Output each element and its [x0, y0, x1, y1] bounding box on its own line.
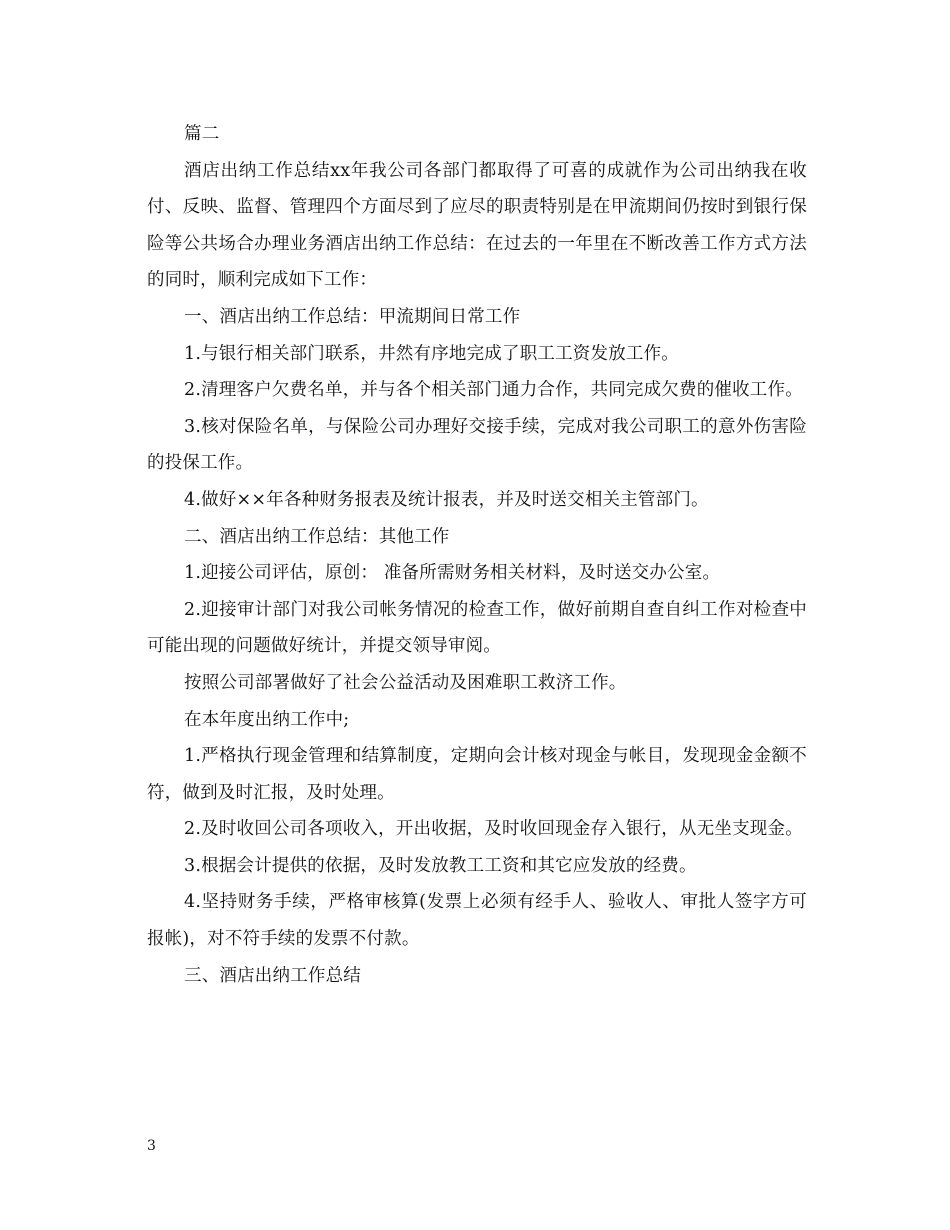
page-number: 3 — [147, 1138, 156, 1154]
section-heading: 一、酒店出纳工作总结：甲流期间日常工作 — [184, 306, 521, 327]
section-heading: 篇二 — [184, 124, 220, 144]
list-item: 2.及时收回公司各项收入，开出收据，及时收回现金存入银行，从无坐支现金。 — [184, 819, 803, 840]
list-item: 3.根据会计提供的依据，及时发放教工工资和其它应发放的经费。 — [184, 855, 697, 876]
body-paragraph: 按照公司部署做好了社会公益活动及困难职工救济工作。 — [184, 672, 627, 693]
list-item: 1.严格执行现金管理和结算制度，定期向会计核对现金与帐目，发现现金金额不符，做到及时汇报，及时处理。 — [147, 746, 807, 803]
body-paragraph: 在本年度出纳工作中; — [184, 709, 350, 730]
list-item: 4.做好××年各种财务报表及统计报表，并及时送交相关主管部门。 — [184, 489, 709, 510]
list-item: 1.与银行相关部门联系，井然有序地完成了职工工资发放工作。 — [184, 343, 679, 364]
list-item: 2.清理客户欠费名单，并与各个相关部门通力合作，共同完成欠费的催收工作。 — [184, 380, 803, 401]
list-item: 4.坚持财务手续，严格审核算(发票上必须有经手人、验收人、审批人签字方可报帐)，对不符手续的发票不付款。 — [147, 892, 807, 950]
section-heading: 二、酒店出纳工作总结：其他工作 — [184, 526, 450, 547]
document-body — [147, 116, 807, 994]
list-item: 3.核对保险名单，与保险公司办理好交接手续，完成对我公司职工的意外伤害险的投保工作。 — [147, 416, 807, 474]
list-item: 1.迎接公司评估，原创： 准备所需财务相关材料，及时送交办公室。 — [184, 563, 721, 584]
list-item: 2.迎接审计部门对我公司帐务情况的检查工作，做好前期自查自纠工作对检查中可能出现的问题做好统计，并提交领导审阅。 — [147, 599, 807, 657]
section-heading: 三、酒店出纳工作总结 — [184, 965, 361, 986]
intro-paragraph: 酒店出纳工作总结xx年我公司各部门都取得了可喜的成就作为公司出纳我在收付、反映、监督、管理四个方面尽到了应尽的职责特别是在甲流期间仍按时到银行保险等公共场合办理业务酒店出纳工作总结：在过去的一年里在不断改善工作方式方法的同时，顺利完成如下工作： — [147, 160, 807, 291]
